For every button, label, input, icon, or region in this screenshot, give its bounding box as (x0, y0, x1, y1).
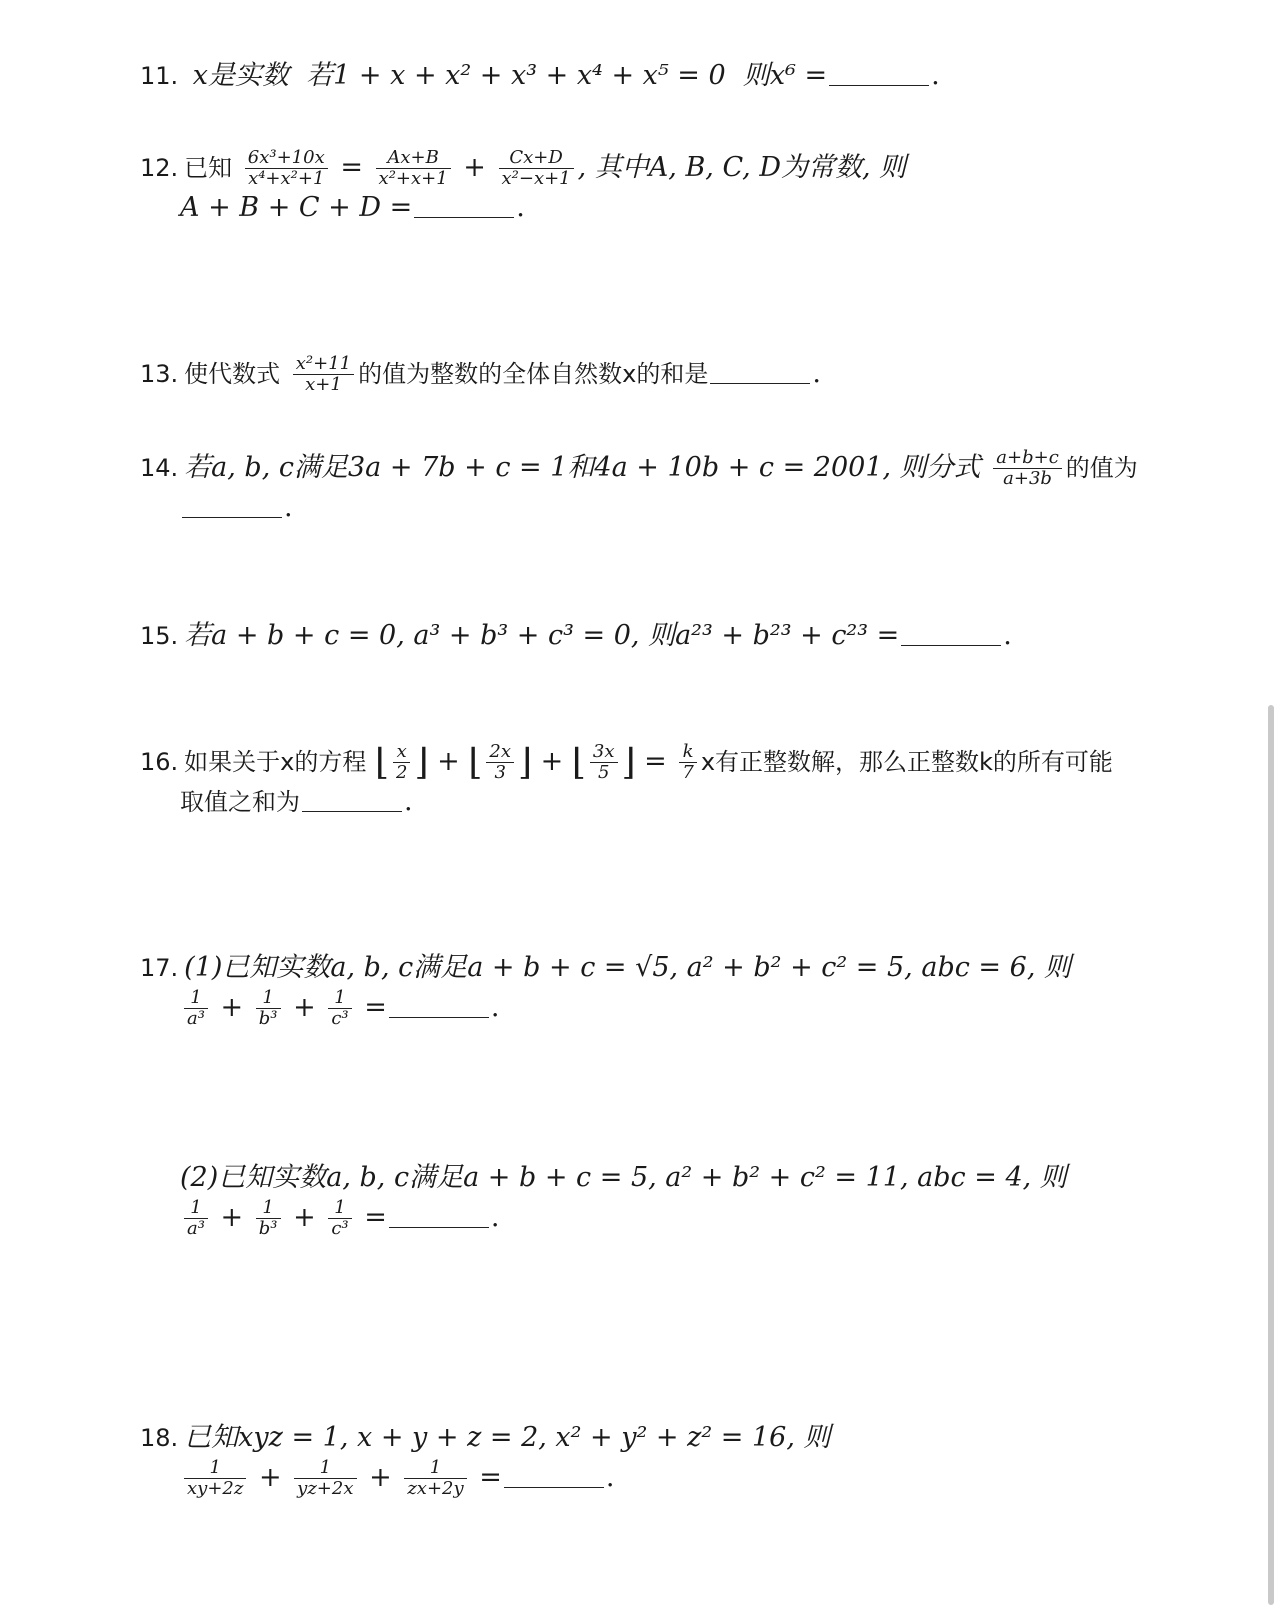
problem-number: 13. (140, 360, 179, 388)
fraction: $\frac{1}{\text{b³}}$ (256, 988, 281, 1029)
problem-16: 16. 如果关于x的方程 ⌊ $\frac{x}{2}$ ⌋ + ⌊ $\frac{2x}{3}$ ⌋ + ⌊ $\frac{3x}{5}$ ⌋ = $\frac{k}{7}$ x有正整数解，那么正整数k的所有可能 取值之和为 . (140, 741, 1113, 817)
fraction: $\frac{1}{\text{a³}}$ (184, 1198, 208, 1239)
problem-11: 11. x是实数 若1 + x + x² + x³ + x⁴ + x⁵ = 0 则x⁶ = . (140, 60, 940, 91)
fraction: $\frac{x}{2}$ (393, 742, 410, 783)
answer-blank[interactable] (389, 1201, 489, 1228)
answer-blank[interactable] (829, 59, 929, 86)
question: 则x⁶ = (742, 60, 828, 91)
fraction: $\frac{1}{\text{c³}}$ (328, 988, 351, 1029)
problem-12: 12. 已知 $\frac{\text{6x³+10x}}{\text{x⁴+x²+1}}$ = $\frac{Ax+B}{\text{x²+x+1}}$ + $\frac{Cx+D}{\text{x²−x+1}}$ , 其中A, B, C, D为常数, 则 A + B + C + D = . (140, 147, 907, 223)
problem-17-part-2: (2)已知实数a, b, c满足a + b + c = 5, a² + b² + c² = 11, abc = 4, 则 $\frac{1}{\text{a³}}$ + $\frac{1}{\text{b³}}$ + $\frac{1}{\text{c³}}$ = . (180, 1162, 1067, 1239)
problem-13: 13. 使代数式 $\frac{\text{x²+11}}{x+1}$ 的值为整数的全体自然数x的和是 . (140, 353, 821, 395)
fraction: $\frac{a+b+c}{a+3b}$ (993, 448, 1062, 489)
problem-number: 17. (140, 954, 179, 982)
answer-blank[interactable] (504, 1461, 604, 1488)
answer-blank[interactable] (710, 357, 810, 384)
fraction: $\frac{Cx+D}{\text{x²−x+1}}$ (499, 148, 574, 189)
fraction: $\frac{1}{\text{a³}}$ (184, 988, 208, 1029)
equation: 若1 + x + x² + x³ + x⁴ + x⁵ = 0 (306, 60, 726, 91)
statement: x是实数 (192, 60, 289, 91)
fraction: $\frac{k}{7}$ (679, 742, 696, 783)
answer-blank[interactable] (182, 491, 282, 518)
answer-blank[interactable] (414, 191, 514, 218)
fraction: $\frac{1}{\text{c³}}$ (328, 1198, 351, 1239)
problem-number: 14. (140, 454, 179, 482)
answer-blank[interactable] (302, 785, 402, 812)
problem-number: 15. (140, 622, 179, 650)
fraction: $\frac{1}{yz+2x}$ (294, 1458, 356, 1499)
fraction: $\frac{Ax+B}{\text{x²+x+1}}$ (376, 148, 451, 189)
fraction: $\frac{3x}{5}$ (590, 742, 618, 783)
fraction: $\frac{2x}{3}$ (486, 742, 514, 783)
answer-blank[interactable] (389, 991, 489, 1018)
problem-number: 16. (140, 748, 179, 776)
problem-17-part-1: 17. (1)已知实数a, b, c满足a + b + c = √5, a² + b² + c² = 5, abc = 6, 则 $\frac{1}{\text{a³}}$ + $\frac{1}{\text{b³}}$ + $\frac{1}{\text{c³}}$ = . (140, 952, 1071, 1029)
fraction: $\frac{\text{6x³+10x}}{\text{x⁴+x²+1}}$ (245, 148, 328, 189)
fraction: $\frac{1}{zx+2y}$ (404, 1458, 466, 1499)
problem-number: 18. (140, 1424, 179, 1452)
problem-14: 14. 若a, b, c满足3a + 7b + c = 1和4a + 10b + c = 2001, 则分式 $\frac{a+b+c}{a+3b}$ 的值为 . (140, 447, 1138, 523)
answer-blank[interactable] (901, 619, 1001, 646)
fraction: $\frac{\text{x²+11}}{x+1}$ (293, 354, 354, 395)
question: A + B + C + D = (180, 192, 413, 223)
scrollbar-thumb[interactable] (1268, 705, 1274, 1605)
fraction: $\frac{1}{xy+2z}$ (184, 1458, 246, 1499)
problem-15: 15. 若a + b + c = 0, a³ + b³ + c³ = 0, 则a²³ + b²³ + c²³ = . (140, 620, 1012, 651)
fraction: $\frac{1}{\text{b³}}$ (256, 1198, 281, 1239)
problem-number: 11. (140, 62, 179, 90)
problem-18: 18. 已知xyz = 1, x + y + z = 2, x² + y² + z² = 16, 则 $\frac{1}{xy+2z}$ + $\frac{1}{yz+2x}$ + $\frac{1}{zx+2y}$ = . (140, 1422, 831, 1499)
problem-number: 12. (140, 154, 179, 182)
